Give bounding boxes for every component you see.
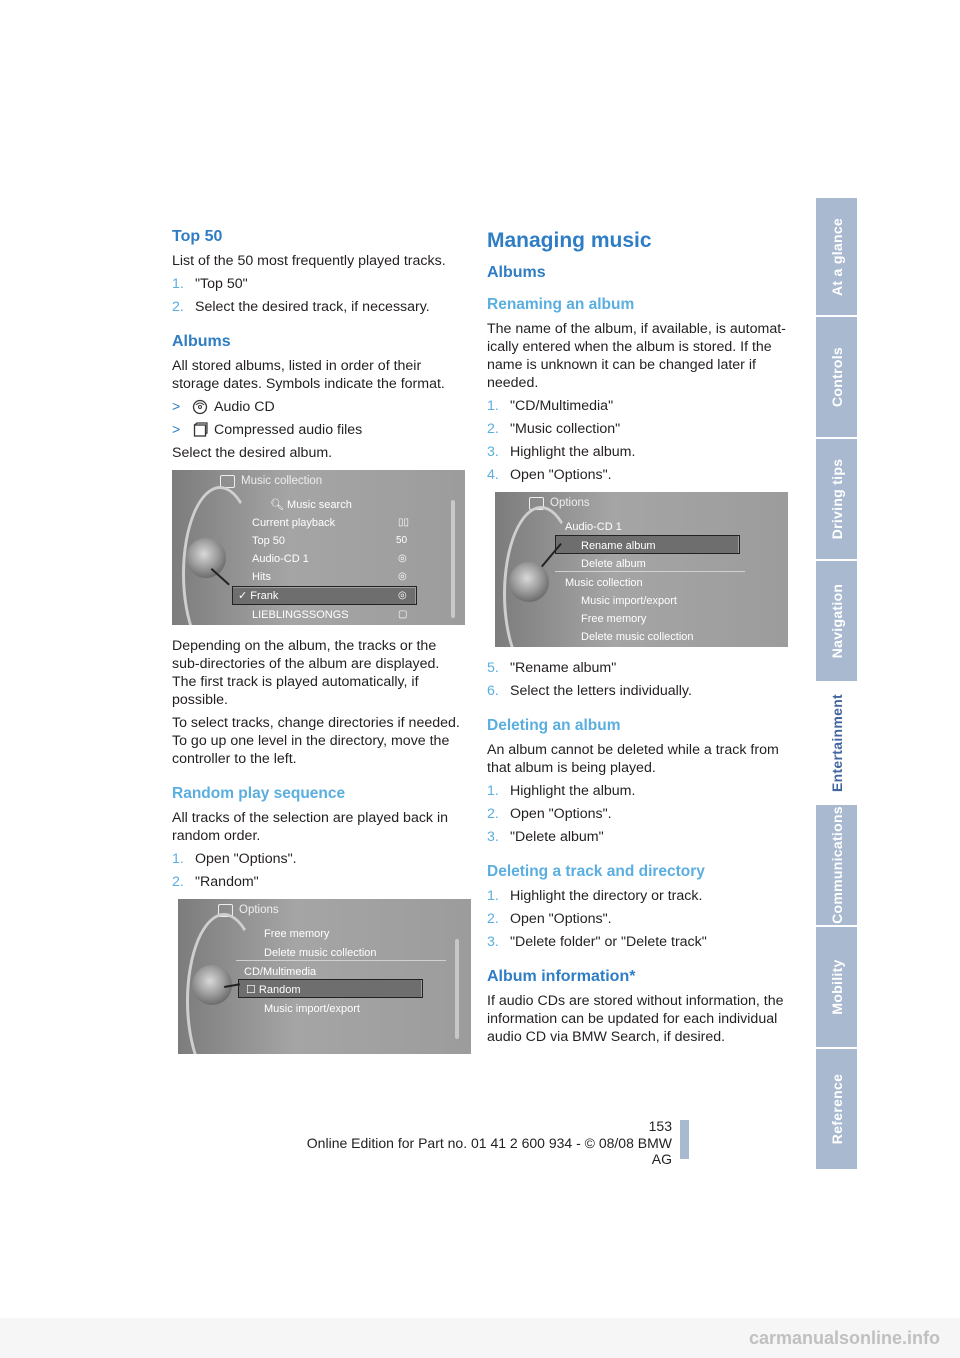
step: 2. "Music collection"	[487, 421, 621, 437]
deleting-album-text: An album cannot be deleted while a track from that album is being played.	[487, 742, 779, 776]
tab-communications[interactable]: Communications	[816, 805, 857, 927]
step: 1. Open "Options".	[172, 851, 297, 867]
bullet-audio-cd: > Audio CD	[172, 399, 275, 415]
tab-entertainment[interactable]: Entertainment	[816, 683, 857, 805]
step: 3. Highlight the album.	[487, 444, 636, 460]
album-info-heading: Album information*	[487, 968, 636, 985]
renaming-text: The name of the album, if available, is automat-ically entered when the album is stored. If the name is unknown it can be changed later if needed.	[487, 321, 786, 391]
controller-knob	[509, 562, 549, 602]
step: 6. Select the letters individually.	[487, 683, 692, 699]
tab-mobility[interactable]: Mobility	[816, 927, 857, 1049]
albums-after: Select the desired album.	[172, 445, 333, 461]
options-random-screenshot: Options Free memory Delete music collection CD/Multimedia ☐ Random Music import/export	[178, 899, 471, 1054]
step: 2. Open "Options".	[487, 806, 612, 822]
page-title: Managing music	[487, 229, 652, 252]
tab-reference[interactable]: Reference	[816, 1049, 857, 1171]
tab-at-a-glance[interactable]: At a glance	[816, 198, 857, 317]
compressed-files-icon	[192, 422, 208, 438]
watermark-text: carmanualsonline.info	[748, 1328, 940, 1348]
step: 3. "Delete album"	[487, 829, 604, 845]
music-collection-screenshot: Music collection 🔍︎ Music search Current playback Top 50 Audio-CD 1 Hits ✓ Frank LIEBLINGSSONGS ▯▯ 50 ◎ ◎ ◎ ▢	[172, 470, 465, 625]
albums-heading: Albums	[172, 333, 231, 350]
deleting-album-heading: Deleting an album	[487, 717, 621, 734]
right-column	[487, 228, 787, 1051]
top50-text: List of the 50 most frequently played tracks.	[172, 253, 446, 269]
step: 2. Select the desired track, if necessary.	[172, 299, 430, 315]
tab-navigation[interactable]: Navigation	[816, 561, 857, 683]
tab-driving-tips[interactable]: Driving tips	[816, 439, 857, 561]
controller-knob	[186, 538, 226, 578]
left-column	[172, 228, 467, 1066]
random-heading: Random play sequence	[172, 785, 346, 802]
page-number: 153	[648, 1118, 672, 1134]
albums-subheading: Albums	[487, 264, 546, 281]
album-info-text: If audio CDs are stored without information, the information can be updated for each individual audio CD via BMW Search, if desired.	[487, 993, 784, 1045]
renaming-heading: Renaming an album	[487, 296, 635, 313]
bullet-compressed: > Compressed audio files	[172, 422, 363, 438]
step: 1. "CD/Multimedia"	[487, 398, 614, 414]
step: 3. "Delete folder" or "Delete track"	[487, 934, 707, 950]
step: 2. "Random"	[172, 874, 259, 890]
para-select-tracks: To select tracks, change directories if needed. To go up one level in the directory, move the controller to the left.	[172, 715, 460, 767]
albums-text: All stored albums, listed in order of their storage dates. Symbols indicate the format.	[172, 358, 445, 392]
random-text: All tracks of the selection are played back in random order.	[172, 810, 449, 844]
watermark-bar	[0, 1318, 960, 1358]
step: 4. Open "Options".	[487, 467, 612, 483]
step: 1. Highlight the album.	[487, 783, 636, 799]
step: 1. "Top 50"	[172, 276, 248, 292]
edition-note: Online Edition for Part no. 01 41 2 600 934 - © 08/08 BMW AG	[306, 1135, 672, 1167]
chapter-tabs	[816, 198, 857, 1171]
para-subdirectories: Depending on the album, the tracks or the sub-directories of the album are displayed. The first track is played automatically, if possible.	[172, 638, 440, 708]
audio-cd-icon	[192, 399, 208, 415]
step: 1. Highlight the directory or track.	[487, 888, 703, 904]
top50-heading: Top 50	[172, 228, 223, 245]
deleting-track-heading: Deleting a track and directory	[487, 863, 705, 880]
page-marker	[680, 1120, 689, 1159]
tab-controls[interactable]: Controls	[816, 317, 857, 439]
options-rename-screenshot: Options Audio-CD 1 Rename album Delete album Music collection Music import/export Free memory Delete music collection	[495, 492, 788, 647]
step: 5. "Rename album"	[487, 660, 617, 676]
step: 2. Open "Options".	[487, 911, 612, 927]
